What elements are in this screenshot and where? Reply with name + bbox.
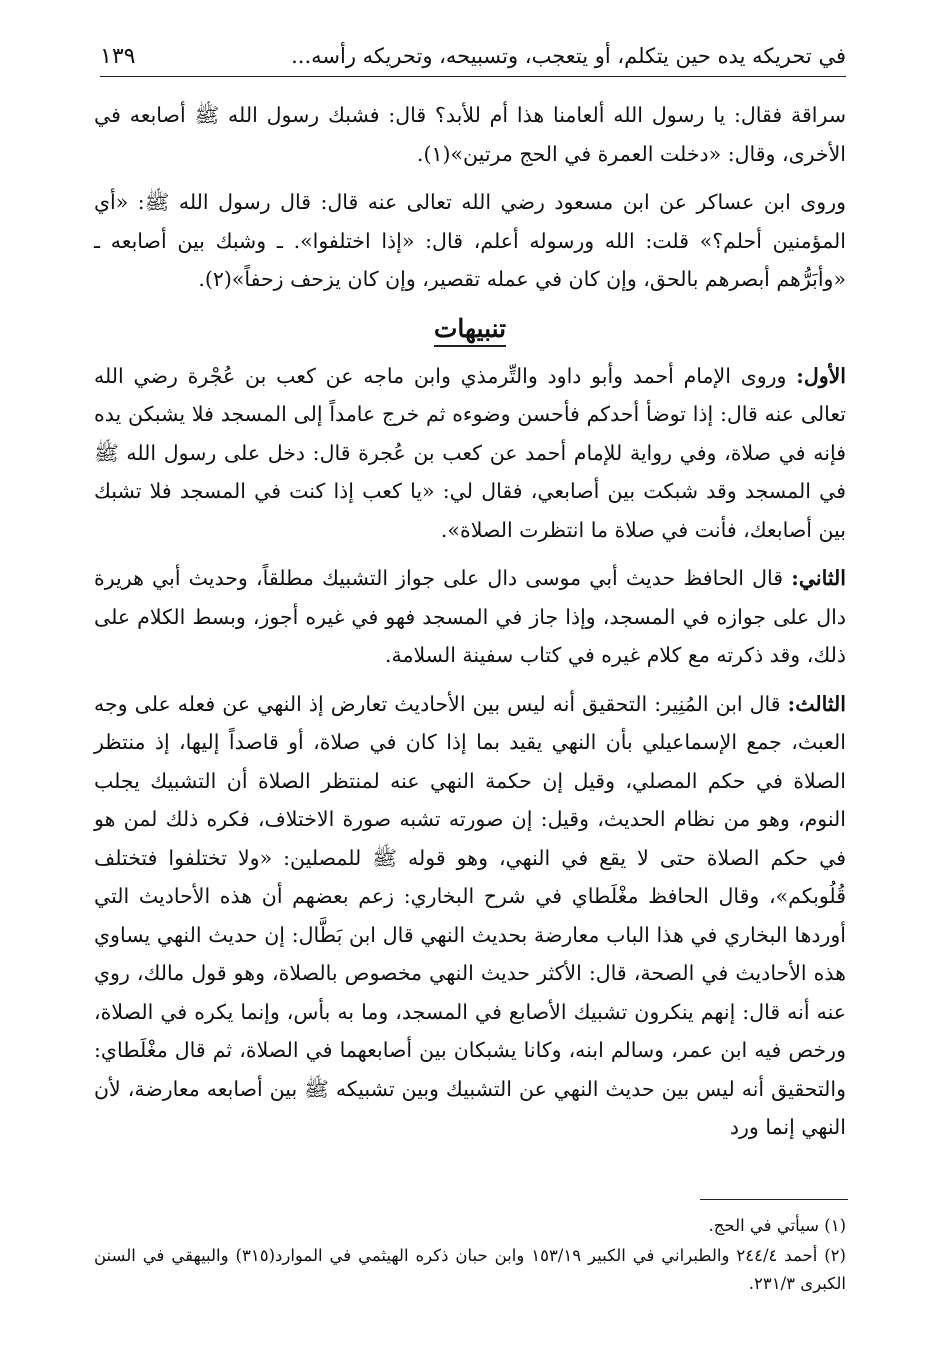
page-number: ١٣٩ — [100, 44, 136, 69]
footnote: (١) سيأتي في الحج. — [708, 1216, 846, 1235]
note-text: قال الحافظ حديث أبي موسى دال على جواز التشبيك مطلقاً، وحديث أبي هريرة دال على جوازه في المسجد، وإذا جاز في المسجد فهو في غيره أجوز، وبسط الكلام على ذلك، وقد ذكرته مع كلام غيره في كتاب سفينة السلامة. — [94, 566, 846, 667]
section-title-text: تنبيهات — [434, 314, 506, 347]
note-text: وروى الإمام أحمد وأبو داود والتِّرمذي وابن ماجه عن كعب بن عُجْرة رضي الله تعالى عنه قال: إذا توضأ أحدكم فأحسن وضوءه ثم خرج عامداً إلى المسجد فلا يشبكن يده فإنه في صلاة، وفي رواية للإمام أحمد عن كعب بن عُجرة قال: دخل على رسول الله ﷺ في المسجد وقد شبكت بين أصابعي، فقال لي: «يا كعب إذا كنت في المسجد فلا تشبك بين أصابعك، فأنت في صلاة ما انتظرت الصلاة». — [94, 363, 846, 542]
note-paragraph — [94, 559, 846, 675]
paragraph — [94, 96, 846, 173]
running-head: في تحريكه يده حين يتكلم، أو يتعجب، وتسبيحه، وتحريكه رأسه... — [291, 44, 846, 68]
section-title — [94, 309, 846, 349]
footnotes — [94, 1212, 846, 1300]
note-lead: الثالث: — [787, 691, 846, 716]
page-header — [100, 36, 846, 77]
note-lead: الأول: — [796, 363, 846, 388]
paragraph-text: وروى ابن عساكر عن ابن مسعود رضي الله تعالى عنه قال: قال رسول الله ﷺ: «أي المؤمنين أحلم؟» قلت: الله ورسوله أعلم، قال: «إذا اختلفوا». ـ وشبك بين أصابعه ـ «وأبَرُّهم أبصرهم بالحق، وإن كان في عمله تقصير، وإن كان يزحف زحفاً»(٢). — [94, 190, 846, 291]
paragraph-text: سراقة فقال: يا رسول الله ألعامنا هذا أم للأبد؟ قال: فشبك رسول الله ﷺ أصابعه في الأخرى، وقال: «دخلت العمرة في الحج مرتين»(١). — [94, 103, 846, 166]
note-paragraph — [94, 685, 846, 1147]
note-text: قال ابن المُنِير: التحقيق أنه ليس بين الأحاديث تعارض إذ النهي عن فعله على وجه العبث، جمع الإسماعيلي بأن النهي يقيد بما إذا كان في صلاة، أو قاصداً إليها، إذ منتظر الصلاة في حكم المصلي، وقيل إن حكمة النهي عنه لمنتظر الصلاة أن التشبيك يجلب النوم، وهو من نظام الحديث، وقيل: إن صورته تشبه صورة الاختلاف، فكره ذلك لمن هو في حكم الصلاة حتى لا يقع في النهي، وهو قوله ﷺ للمصلين: «ولا تختلفوا فتختلف قُلُوبكم»، وقال الحافظ مغْلَطاي في شرح البخاري: زعم بعضهم أن هذه الأحاديث التي أوردها البخاري في هذا الباب معارضة بحديث النهي قال ابن بَطَّال: إن حديث النهي يساوي هذه الأحاديث في الصحة، قال: الأكثر حديث النهي مخصوص بالصلاة، وهو قول مالك، روي عنه أنه قال: إنهم ينكرون تشبيك الأصابع في المسجد، وما به بأس، وإنما يكره في الصلاة، ورخص فيه ابن عمر، وسالم ابنه، وكانا يشبكان بين أصابعهما في الصلاة، ثم قال مغْلَطاي: والتحقيق أنه ليس بين حديث النهي عن التشبيك وبين تشبيكه ﷺ بين أصابعه معارضة، لأن النهي إنما ورد — [94, 691, 846, 1139]
paragraph — [94, 183, 846, 299]
main-text — [94, 96, 846, 1157]
footnote: (٢) أحمد ٢٤٤/٤ والطبراني في الكبير ١٥٣/١٩ وابن حبان ذكره الهيثمي في الموارد(٣١٥) والبيهقي في السنن الكبرى ٢٣١/٣. — [94, 1246, 846, 1293]
note-paragraph — [94, 357, 846, 550]
note-lead: الثاني: — [791, 566, 846, 590]
footnote-divider — [700, 1199, 848, 1200]
